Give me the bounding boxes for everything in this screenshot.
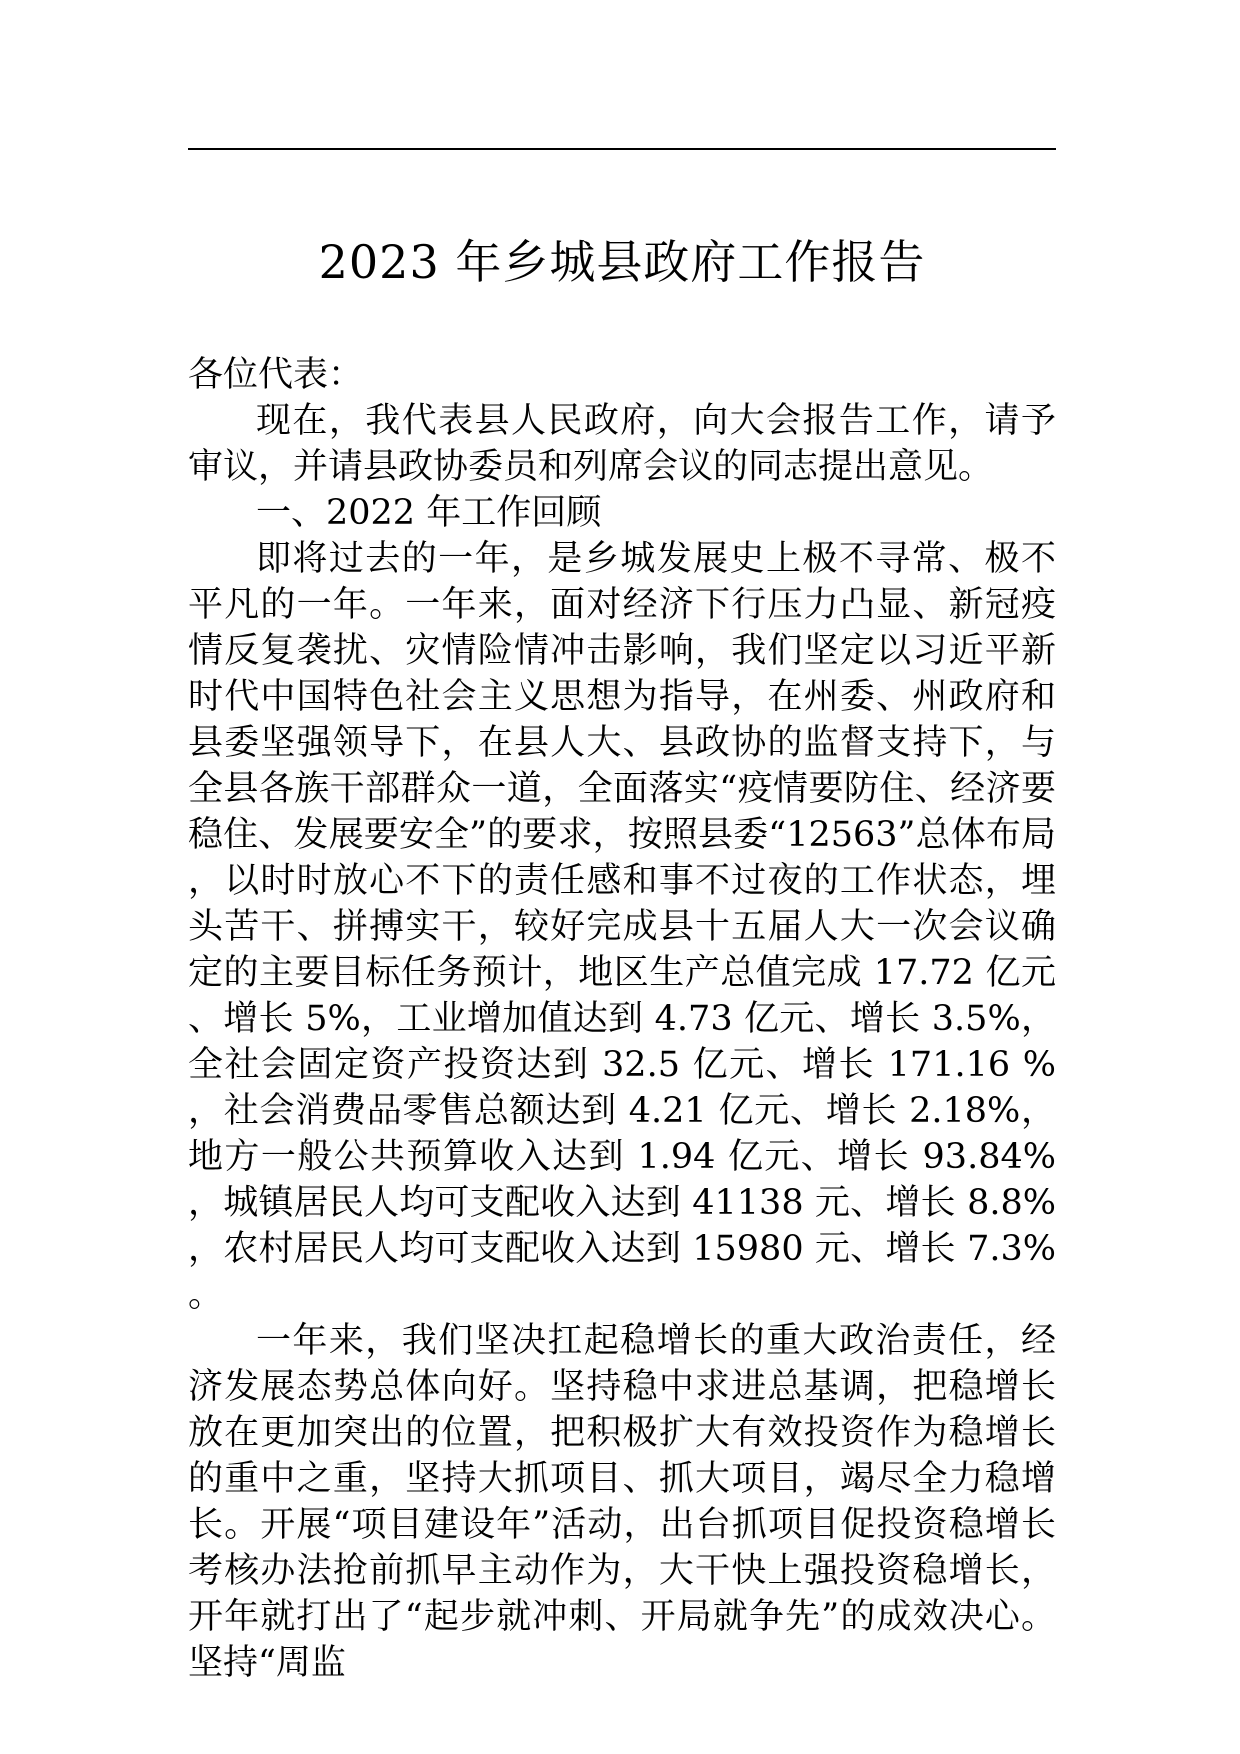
salutation: 各位代表：	[188, 355, 364, 395]
header-rule	[188, 148, 1056, 150]
section-heading: 一、2022 年工作回顾	[256, 493, 602, 533]
paragraph-opening: 现在，我代表县人民政府，向大会报告工作，请予审议，并请县政协委员和列席会议的同志提出意见。	[188, 401, 1056, 487]
paragraph-growth: 一年来，我们坚决扛起稳增长的重大政治责任，经济发展态势总体向好。坚持稳中求进总基调，把稳增长放在更加突出的位置，把积极扩大有效投资作为稳增长的重中之重，坚持大抓项目、抓大项目，竭尽全力稳增长。开展“项目建设年”活动，出台抓项目促投资稳增长考核办法抢前抓早主动作为，大干快上强投资稳增长，开年就打出了“起步就冲刺、开局就争先”的成效决心。坚持“周监	[188, 1321, 1056, 1683]
document-body	[188, 352, 1056, 1686]
document-title: 2023 年乡城县政府工作报告	[318, 235, 926, 289]
paragraph-review: 即将过去的一年，是乡城发展史上极不寻常、极不平凡的一年。一年来，面对经济下行压力凸显、新冠疫情反复袭扰、灾情险情冲击影响，我们坚定以习近平新时代中国特色社会主义思想为指导，在州委、州政府和县委坚强领导下，在县人大、县政协的监督支持下，与全县各族干部群众一道，全面落实“疫情要防住、经济要稳住、发展要安全”的要求，按照县委“12563”总体布局，以时时放心不下的责任感和事不过夜的工作状态，埋头苦干、拼搏实干，较好完成县十五届人大一次会议确定的主要目标任务预计，地区生产总值完成 17.72 亿元、增长 5%，工业增加值达到 4.73 亿元、增长 3.5%，全社会固定资产投资达到 32.5 亿元、增长 171.16 %，社会消费品零售总额达到 4.21 亿元、增长 2.18%，地方一般公共预算收入达到 1.94 亿元、增长 93.84%，城镇居民人均可支配收入达到 41138 元、增长 8.8%，农村居民人均可支配收入达到 15980 元、增长 7.3%。	[188, 539, 1056, 1315]
